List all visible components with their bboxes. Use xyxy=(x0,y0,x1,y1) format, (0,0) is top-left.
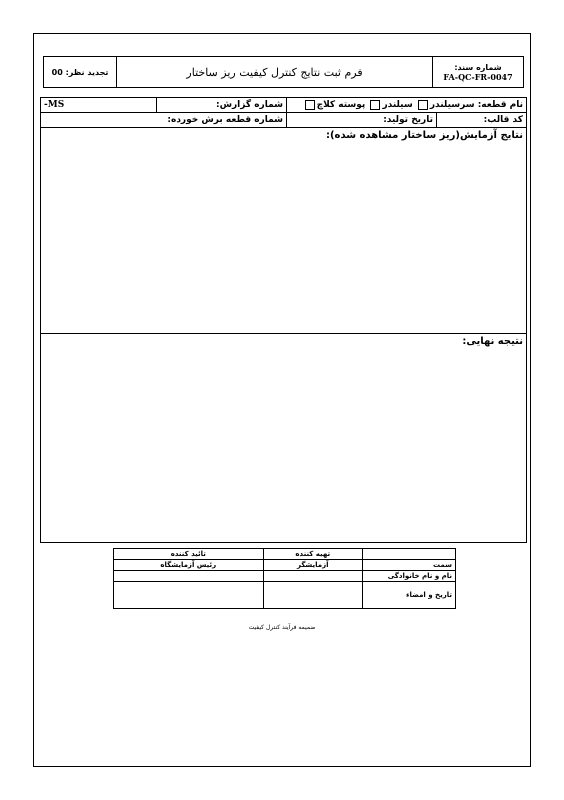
prepared-by-signature-field[interactable] xyxy=(263,582,362,609)
document-number-label: شماره سند: xyxy=(454,62,502,72)
final-result-section[interactable] xyxy=(41,334,526,540)
name-row-label: نام و نام خانوادگی xyxy=(363,571,456,582)
document-number: FA-QC-FR-0047 xyxy=(443,71,513,82)
cylinder-checkbox[interactable] xyxy=(370,100,380,110)
option-cylinder-head-label: سرسیلندر xyxy=(429,100,475,110)
prepared-by-role: آزمایشگر xyxy=(263,560,362,571)
part-name-cell xyxy=(286,98,526,112)
sign-row-label: تاریخ و امضاء xyxy=(363,582,456,609)
role-label: سمت xyxy=(363,560,456,571)
report-prefix: MS- xyxy=(44,100,65,110)
cylinder-head-checkbox[interactable] xyxy=(418,100,428,110)
mold-code-cell[interactable] xyxy=(436,113,526,127)
form-body xyxy=(40,97,527,543)
prepared-by-header: تهیه کننده xyxy=(263,549,362,560)
option-cylinder-label: سیلندر xyxy=(382,100,413,110)
revision-number: تجدید نظر: 00 xyxy=(44,57,117,87)
cut-part-number-cell[interactable] xyxy=(41,113,286,127)
cut-part-number-label: شماره قطعه برش خورده: xyxy=(167,115,283,125)
mold-code-label: کد قالب: xyxy=(483,115,523,125)
footer-note: ضمیمه فرآیند کنترل کیفیت xyxy=(248,624,316,631)
prepared-by-name-field[interactable] xyxy=(263,571,362,582)
final-result-title: نتیجه نهایی: xyxy=(462,336,523,347)
approved-by-signature-field[interactable] xyxy=(114,582,264,609)
approved-by-header: تائید کننده xyxy=(114,549,264,560)
form-header xyxy=(43,56,524,88)
production-date-label: تاریخ تولید: xyxy=(383,115,433,125)
part-name-label: نام قطعه: xyxy=(477,100,523,110)
sig-header-blank xyxy=(363,549,456,560)
approved-by-name-field[interactable] xyxy=(114,571,264,582)
form-title: فرم ثبت نتایج کنترل کیفیت ریز ساختار xyxy=(186,65,363,79)
signature-table xyxy=(113,548,456,609)
report-number-cell[interactable] xyxy=(156,98,286,112)
report-prefix-cell[interactable] xyxy=(41,98,156,112)
production-date-cell[interactable] xyxy=(286,113,436,127)
test-results-title: نتایج آزمایش(ریز ساختار مشاهده شده): xyxy=(325,130,523,141)
test-results-section[interactable] xyxy=(41,128,526,334)
info-row-2 xyxy=(41,113,526,128)
report-number-label: شماره گزارش: xyxy=(215,100,283,110)
info-row-1 xyxy=(41,98,526,113)
option-clutch-housing-label: پوسته کلاچ xyxy=(316,100,366,110)
approved-by-role: رئیس آزمایشگاه xyxy=(114,560,264,571)
clutch-housing-checkbox[interactable] xyxy=(305,100,315,110)
document-number-cell xyxy=(432,57,523,87)
